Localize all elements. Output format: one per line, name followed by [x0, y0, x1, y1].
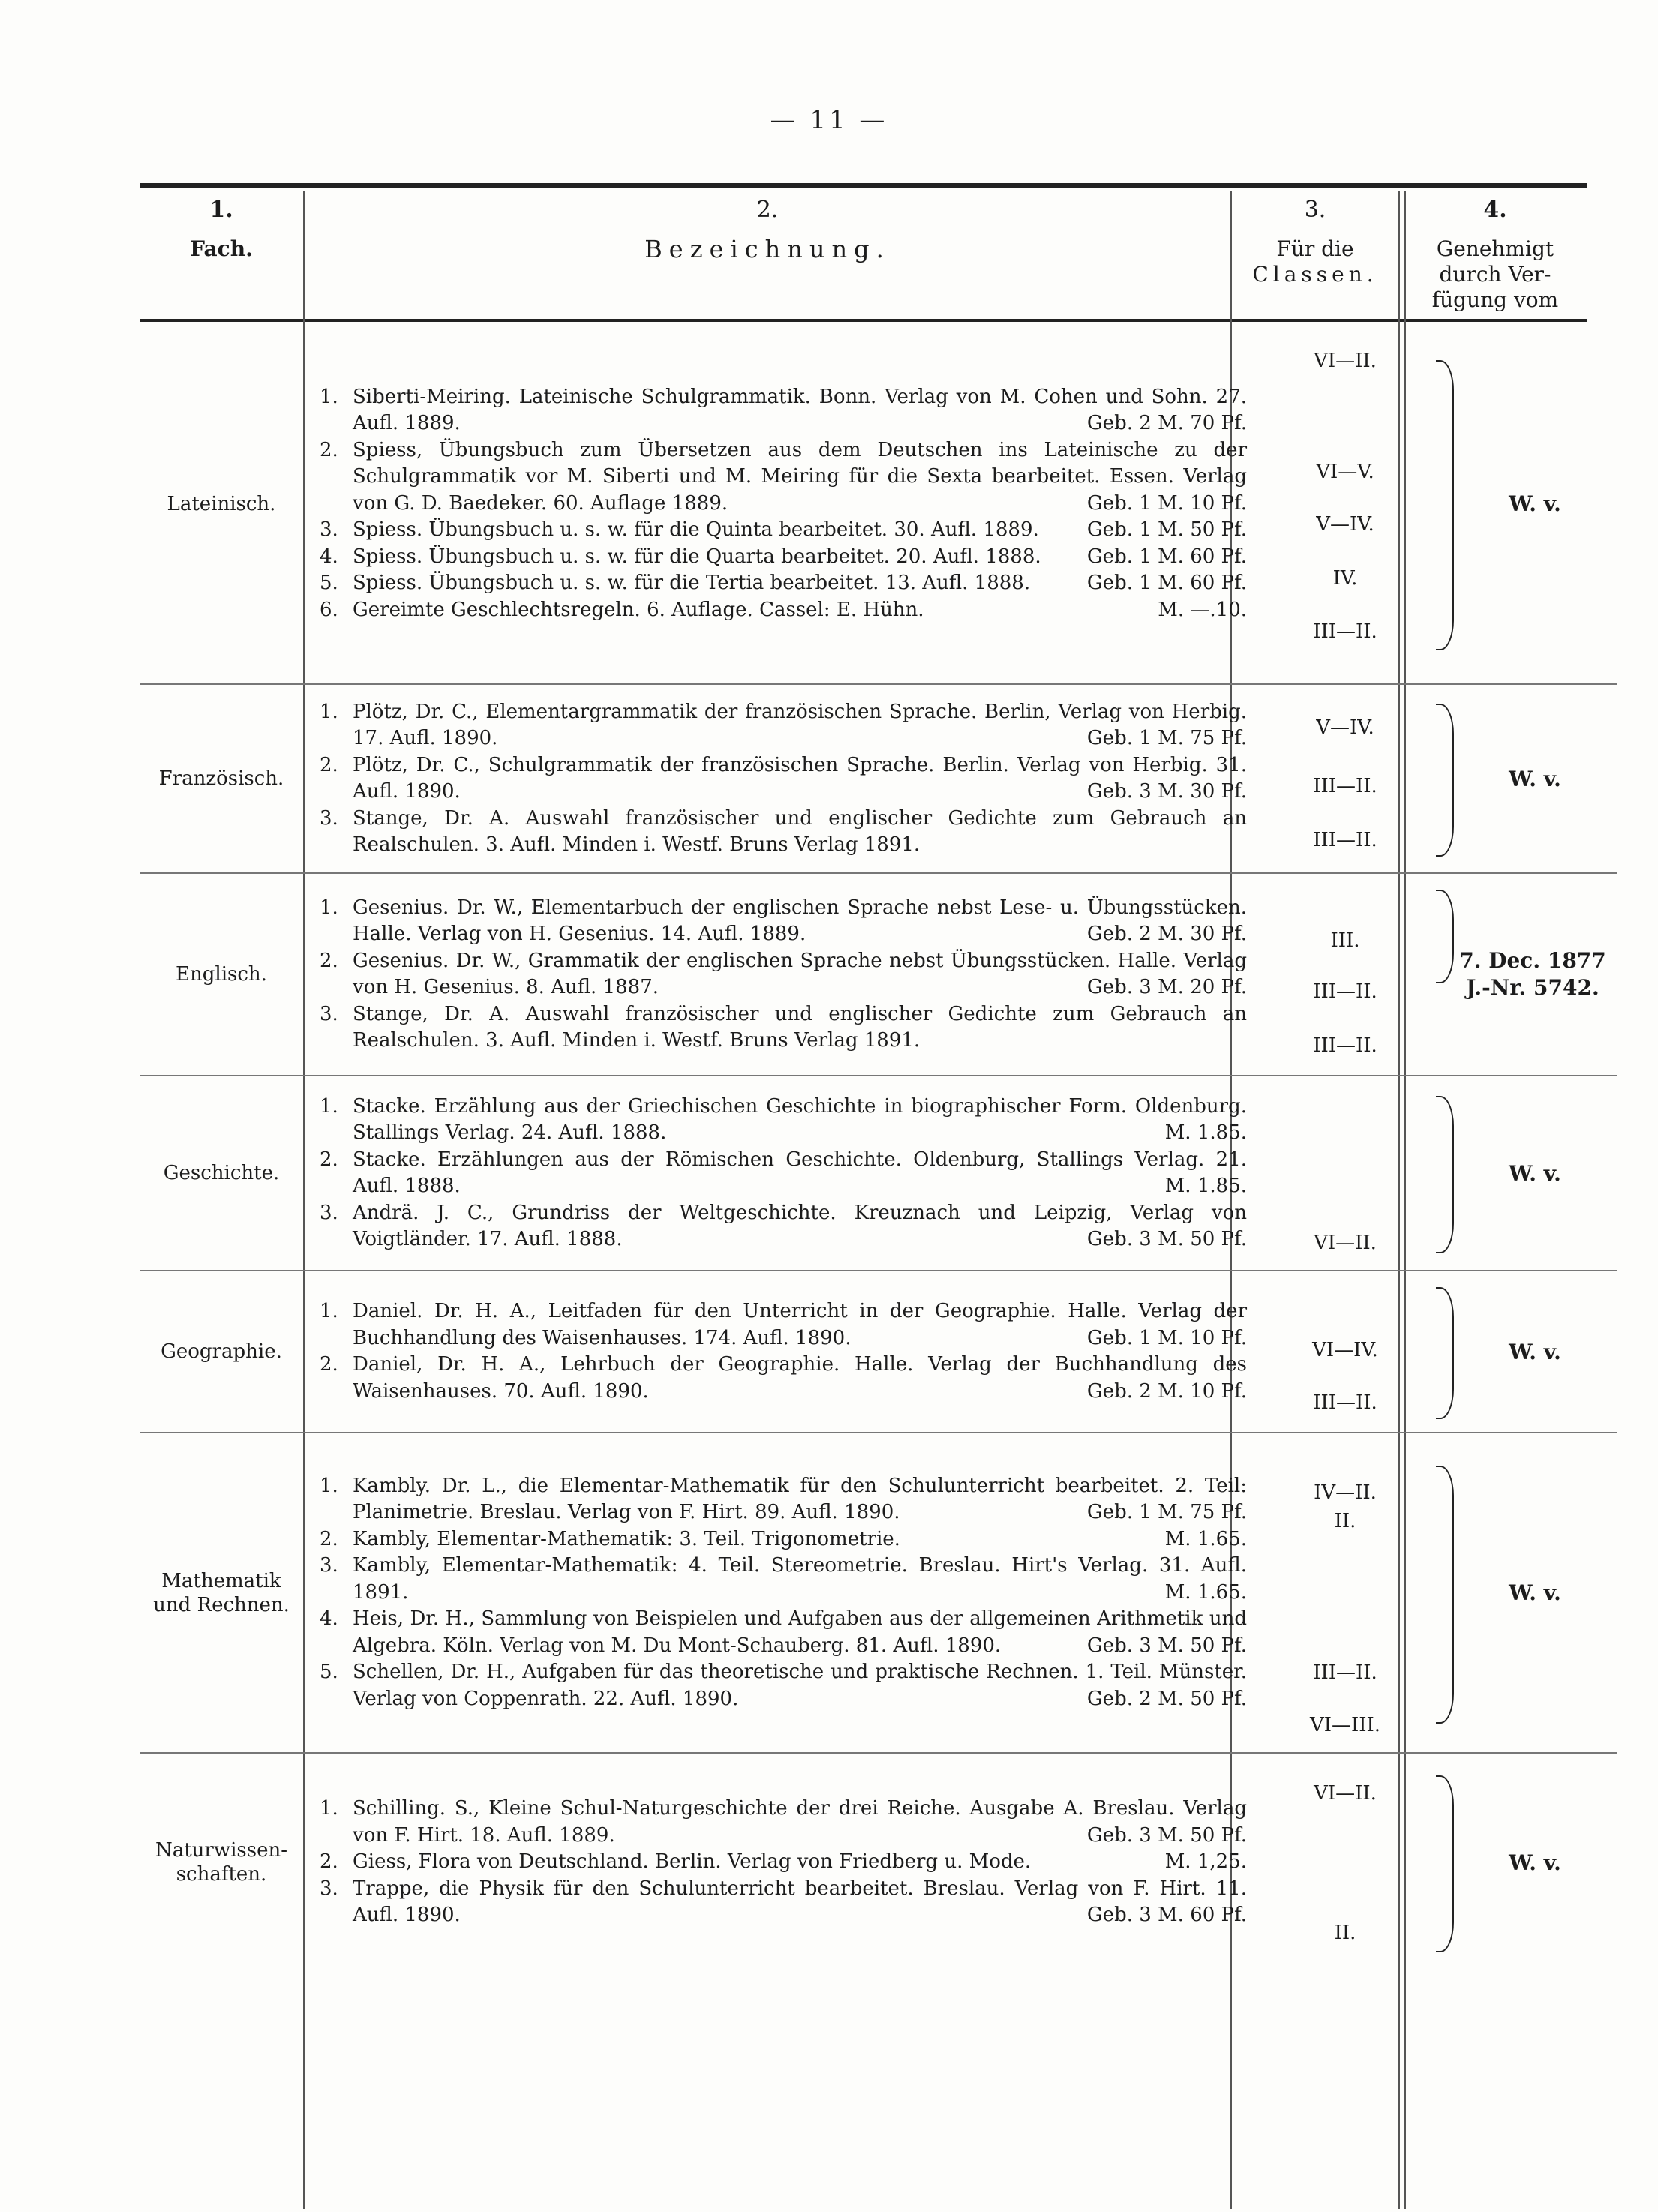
- header-fach-label: Fach.: [190, 236, 253, 261]
- class-range: IV—II.: [1314, 1481, 1377, 1504]
- book-entry: 5. Schellen, Dr. H., Aufgaben für das theoretische und praktische Rechnen. 1. Teil. Münster. Verlag von Coppenrath. 22. Aufl. 1890. Geb. 2 M. 50 Pf.: [320, 1661, 1247, 1710]
- approval-date-line2: J.-Nr. 5742.: [1466, 975, 1599, 1000]
- subject-label: Lateinisch.: [140, 324, 303, 684]
- header-genehmigt-line2: durch Ver-: [1439, 262, 1551, 287]
- approval-cell: [1430, 873, 1617, 1076]
- approval-text: W. v.: [1509, 1339, 1561, 1364]
- header-bezeichnung-number: 2.: [756, 197, 779, 223]
- header-classen-line1: Für die: [1276, 236, 1354, 261]
- approval-text: W. v.: [1509, 1160, 1561, 1186]
- entries-list: [303, 1753, 1260, 1971]
- classes-cell: [1260, 873, 1430, 1076]
- brace-mark: [1436, 1096, 1454, 1253]
- brace-mark: [1436, 1775, 1454, 1952]
- book-entry: 3. Kambly, Elementar-Mathematik: 4. Teil. Stereometrie. Breslau. Hirt's Verlag. 31. Aufl. 1891. M. 1.65.: [320, 1554, 1247, 1604]
- class-range: VI—V.: [1316, 461, 1374, 483]
- book-entry: 1. Plötz, Dr. C., Elementargrammatik der französischen Sprache. Berlin, Verlag von Herbig. 17. Aufl. 1890. Geb. 1 M. 75 Pf.: [320, 700, 1247, 749]
- classes-cell: [1260, 324, 1430, 684]
- book-entry: 2. Kambly, Elementar-Mathematik: 3. Teil. Trigonometrie. M. 1.65.: [320, 1527, 1247, 1550]
- subject-label-line1: Mathematik: [161, 1569, 281, 1592]
- class-range: IV.: [1332, 567, 1358, 590]
- approval-date-line1: 7. Dec. 1877: [1459, 948, 1606, 973]
- header-genehmigt-line1: Genehmigt: [1436, 236, 1554, 261]
- brace-mark: [1436, 360, 1454, 650]
- header-genehmigt: [1403, 197, 1587, 317]
- class-range: V—IV.: [1316, 513, 1374, 536]
- subject-label-line2: schaften.: [176, 1863, 267, 1886]
- approval-cell: [1430, 1271, 1617, 1433]
- book-entry: 1. Kambly. Dr. L., die Elementar-Mathematik für den Schulunterricht bearbeitet. 2. Teil: Planimetrie. Breslau. Verlag von F. Hirt. 89. Aufl. 1890. Geb. 1 M. 75 Pf.: [320, 1474, 1247, 1524]
- header-genehmigt-line3: fügung vom: [1431, 287, 1559, 312]
- book-entry: 2. Gesenius. Dr. W., Grammatik der englischen Sprache nebst Übungsstücken. Halle. Verlag von H. Gesenius. 8. Aufl. 1887. Geb. 3 M. 20 Pf.: [320, 949, 1247, 998]
- section-mathematik: [140, 1433, 1617, 1753]
- class-range: III—II.: [1313, 1661, 1377, 1684]
- section-geographie: [140, 1271, 1617, 1433]
- header-classen-line2: Classen.: [1252, 262, 1378, 287]
- subject-label: [140, 1753, 303, 1971]
- header-bezeichnung: [305, 197, 1230, 317]
- approval-cell: [1430, 684, 1617, 873]
- book-entry: 3. Spiess. Übungsbuch u. s. w. für die Quinta bearbeitet. 30. Aufl. 1889. Geb. 1 M. 50 Pf.: [320, 518, 1247, 542]
- header-bezeichnung-label: Bezeichnung.: [644, 235, 891, 263]
- classes-cell: [1260, 1753, 1430, 1971]
- section-englisch: [140, 873, 1617, 1076]
- book-entry: 1. Gesenius. Dr. W., Elementarbuch der englischen Sprache nebst Lese- u. Übungsstücken. Halle. Verlag von H. Gesenius. 14. Aufl. 1889. Geb. 2 M. 30 Pf.: [320, 896, 1247, 945]
- section-naturwissenschaften: [140, 1753, 1617, 1971]
- subject-label: Englisch.: [140, 873, 303, 1076]
- classes-cell: [1260, 1076, 1430, 1271]
- approval-cell: [1430, 1433, 1617, 1753]
- book-entry: 3. Stange, Dr. A. Auswahl französischer und englischer Gedichte zum Gebrauch an Realschulen. 3. Aufl. Minden i. Westf. Bruns Verlag 1891.: [320, 1002, 1247, 1052]
- classes-cell: [1260, 684, 1430, 873]
- header-fach: [140, 197, 303, 317]
- brace-mark: [1436, 1466, 1454, 1724]
- approval-cell: [1430, 1076, 1617, 1271]
- classes-cell: [1260, 1271, 1430, 1433]
- class-range: VI—III.: [1309, 1714, 1381, 1736]
- book-entry: 6. Gereimte Geschlechtsregeln. 6. Auflage. Cassel: E. Hühn. M. —.10.: [320, 598, 1247, 621]
- header-fach-number: 1.: [209, 197, 233, 223]
- header-classen-number: 3.: [1304, 197, 1326, 223]
- class-range: III—II.: [1313, 829, 1377, 851]
- header-classen: [1232, 197, 1398, 317]
- class-range: VI—II.: [1314, 1782, 1377, 1805]
- classes-cell: [1260, 1433, 1430, 1753]
- entries-list: [303, 1433, 1260, 1753]
- book-entry: 1. Daniel. Dr. H. A., Leitfaden für den Unterricht in der Geographie. Halle. Verlag der Buchhandlung des Waisenhauses. 174. Aufl. 1890. Geb. 1 M. 10 Pf.: [320, 1300, 1247, 1349]
- book-entry: 2. Daniel, Dr. H. A., Lehrbuch der Geographie. Halle. Verlag der Buchhandlung des Waisenhauses. 70. Aufl. 1890. Geb. 2 M. 10 Pf.: [320, 1353, 1247, 1403]
- approval-text: W. v.: [1509, 1580, 1561, 1605]
- class-range: III.: [1330, 929, 1360, 952]
- subject-label: Geographie.: [140, 1271, 303, 1433]
- book-entry: 2. Spiess, Übungsbuch zum Übersetzen aus dem Deutschen ins Lateinische zu der Schulgrammatik vor M. Siberti und M. Meiring für die Sexta bearbeitet. Essen. Verlag von G. D. Baedeker. 60. Auflage 1889. Geb. 1 M. 10 Pf.: [320, 438, 1247, 515]
- book-entry: 2. Plötz, Dr. C., Schulgrammatik der französischen Sprache. Berlin. Verlag von Herbig. 31. Aufl. 1890. Geb. 3 M. 30 Pf.: [320, 753, 1247, 803]
- section-lateinisch: [140, 324, 1617, 684]
- class-range: III—II.: [1313, 775, 1377, 797]
- class-range: VI—II.: [1314, 350, 1377, 372]
- class-range: II.: [1334, 1922, 1356, 1944]
- section-franzoesisch: [140, 684, 1617, 873]
- entries-list: [303, 1271, 1260, 1433]
- book-entry: 1. Stacke. Erzählung aus der Griechischen Geschichte in biographischer Form. Oldenburg. Stallings Verlag. 24. Aufl. 1888. M. 1.85.: [320, 1094, 1247, 1144]
- entries-list: [303, 684, 1260, 873]
- book-entry: 5. Spiess. Übungsbuch u. s. w. für die Tertia bearbeitet. 13. Aufl. 1888. Geb. 1 M. 60 Pf.: [320, 572, 1247, 595]
- subject-label: Französisch.: [140, 684, 303, 873]
- book-entry: 3. Stange, Dr. A. Auswahl französischer und englischer Gedichte zum Gebrauch an Realschulen. 3. Aufl. Minden i. Westf. Bruns Verlag 1891.: [320, 806, 1247, 856]
- entries-list: [303, 873, 1260, 1076]
- class-range: III—II.: [1313, 980, 1377, 1003]
- book-entry: 3. Andrä. J. C., Grundriss der Weltgeschichte. Kreuznach und Leipzig, Verlag von Voigtländer. 17. Aufl. 1888. Geb. 3 M. 50 Pf.: [320, 1201, 1247, 1250]
- book-entry: 3. Trappe, die Physik für den Schulunterricht bearbeitet. Breslau. Verlag von F. Hirt. 11. Aufl. 1890. Geb. 3 M. 60 Pf.: [320, 1877, 1247, 1927]
- book-entry: 4. Heis, Dr. H., Sammlung von Beispielen und Aufgaben aus der allgemeinen Arithmetik und Algebra. Köln. Verlag von M. Du Mont-Schauberg. 81. Aufl. 1890. Geb. 3 M. 50 Pf.: [320, 1607, 1247, 1657]
- textbook-table: [140, 324, 1617, 1971]
- subject-label: Geschichte.: [140, 1076, 303, 1271]
- class-range: V—IV.: [1316, 716, 1374, 739]
- subject-label: [140, 1433, 303, 1753]
- book-entry: 2. Giess, Flora von Deutschland. Berlin. Verlag von Friedberg u. Mode. M. 1,25.: [320, 1850, 1247, 1874]
- approval-text: W. v.: [1509, 491, 1561, 516]
- approval-date: [1459, 947, 1606, 1001]
- book-entry: 4. Spiess. Übungsbuch u. s. w. für die Quarta bearbeitet. 20. Aufl. 1888. Geb. 1 M. 60 Pf.: [320, 545, 1247, 568]
- subject-label-line1: Naturwissen-: [155, 1839, 288, 1862]
- book-entry: 1. Siberti-Meiring. Lateinische Schulgrammatik. Bonn. Verlag von M. Cohen und Sohn. 27. Aufl. 1889. Geb. 2 M. 70 Pf.: [320, 385, 1247, 435]
- page-number: — 11 —: [770, 105, 888, 135]
- header-bottom-rule: [140, 319, 1587, 322]
- book-entry: 1. Schilling. S., Kleine Schul-Naturgeschichte der drei Reiche. Ausgabe A. Breslau. Verlag von F. Hirt. 18. Aufl. 1889. Geb. 3 M. 50 Pf.: [320, 1797, 1247, 1847]
- book-entry: 2. Stacke. Erzählungen aus der Römischen Geschichte. Oldenburg, Stallings Verlag. 21. Aufl. 1888. M. 1.85.: [320, 1148, 1247, 1197]
- approval-cell: [1430, 1753, 1617, 1971]
- section-geschichte: [140, 1076, 1617, 1271]
- brace-mark: [1436, 1287, 1454, 1418]
- approval-cell: [1430, 324, 1617, 684]
- class-range: III—II.: [1313, 620, 1377, 643]
- header-genehmigt-number: 4.: [1483, 197, 1507, 223]
- class-range: III—II.: [1313, 1391, 1377, 1414]
- class-range: II.: [1334, 1510, 1356, 1532]
- approval-text: W. v.: [1509, 1850, 1561, 1875]
- subject-label-line2: und Rechnen.: [153, 1593, 290, 1616]
- brace-mark: [1436, 704, 1454, 857]
- entries-list: [303, 324, 1260, 684]
- brace-mark: [1436, 890, 1454, 983]
- header-top-rule: [140, 183, 1587, 188]
- class-range: VI—II.: [1314, 1232, 1377, 1254]
- class-range: III—II.: [1313, 1034, 1377, 1057]
- class-range: VI—IV.: [1312, 1339, 1378, 1361]
- entries-list: [303, 1076, 1260, 1271]
- approval-text: W. v.: [1509, 766, 1561, 791]
